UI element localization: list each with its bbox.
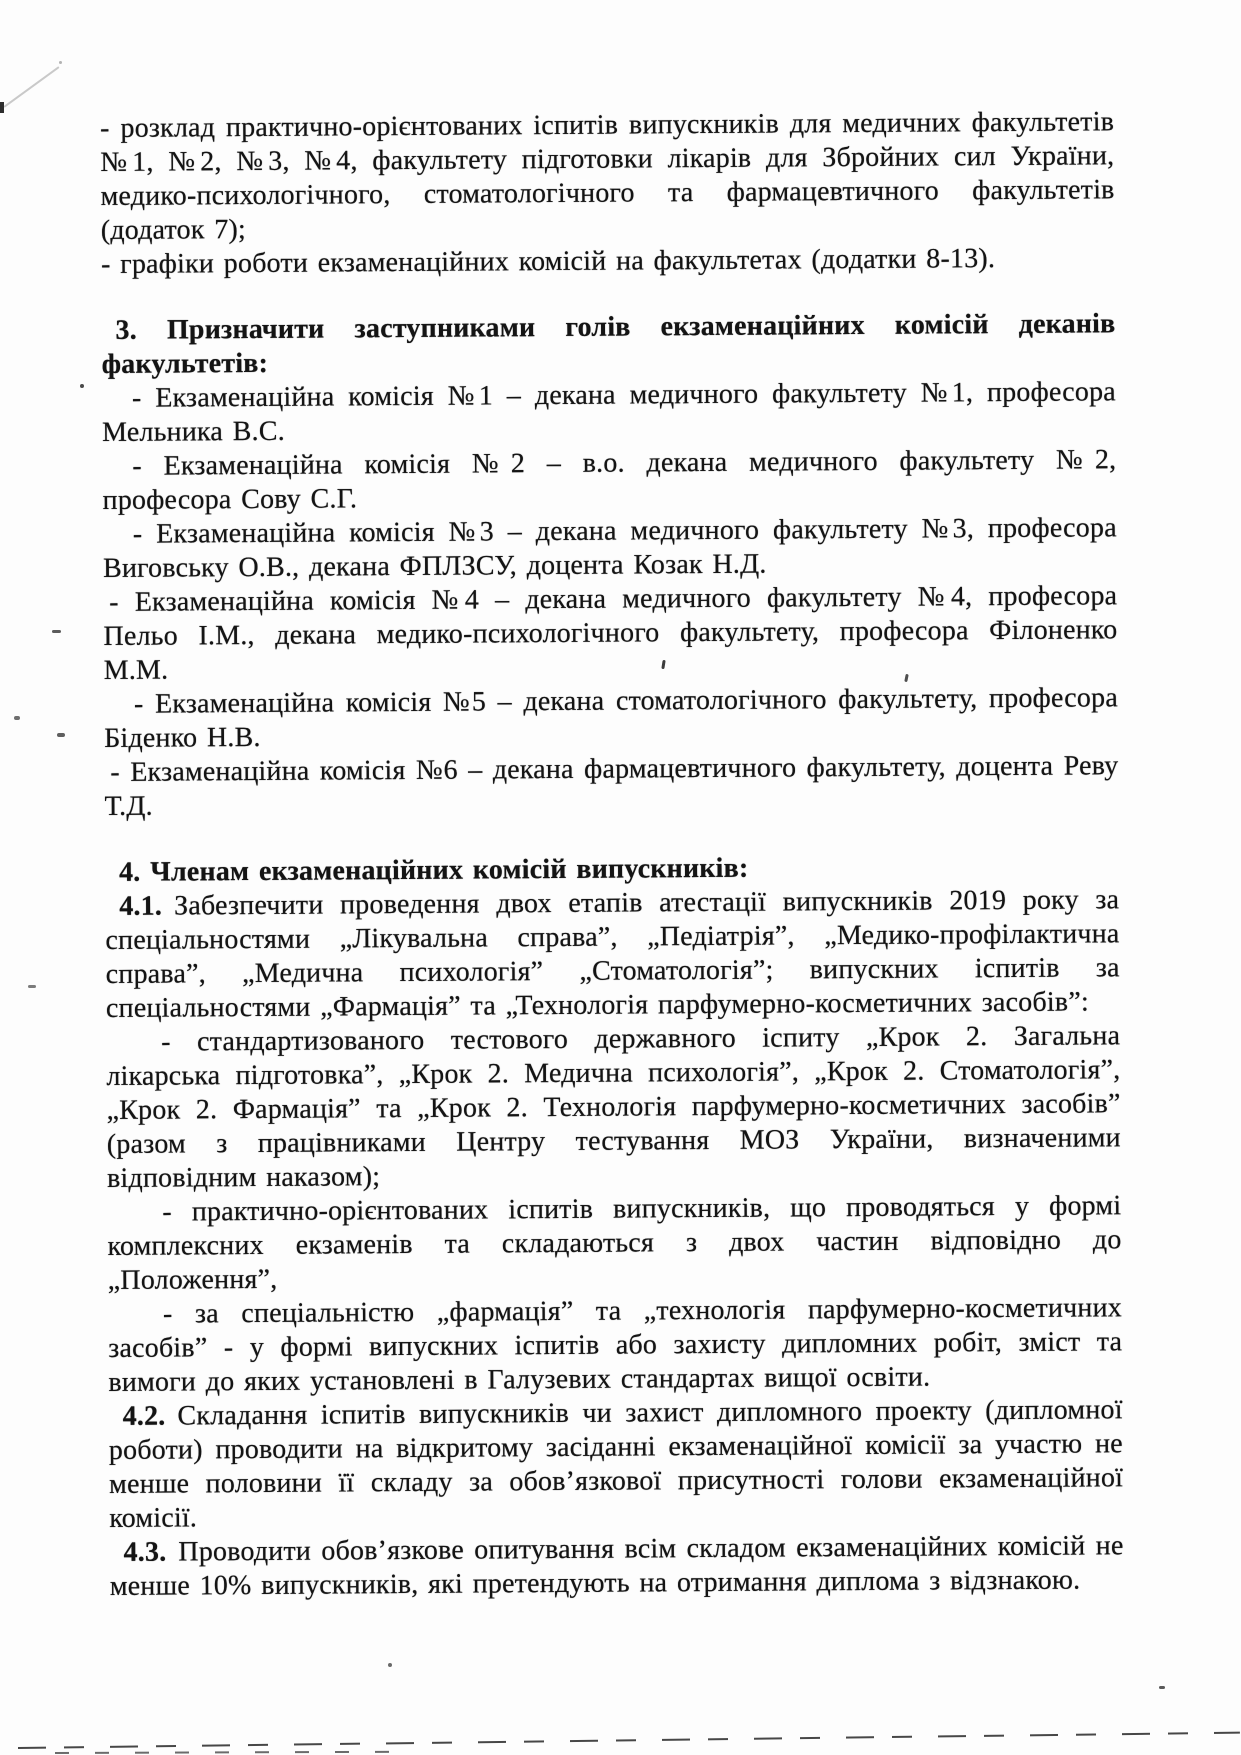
scan-speck	[59, 61, 62, 64]
scan-speck	[28, 985, 36, 988]
document-paragraph	[102, 375, 1116, 450]
paragraph-text: - Екзаменаційна комісія №5 – декана стоматологічного факультету, професора Біденко Н.В.	[104, 682, 1119, 754]
document-paragraph	[107, 1189, 1122, 1298]
document-paragraph	[100, 105, 1115, 248]
document-paragraph	[102, 443, 1116, 518]
page-edge-dashed-line-short	[55, 1751, 415, 1754]
scan-speck	[1159, 1686, 1165, 1689]
document-text-block	[100, 105, 1124, 1604]
document-paragraph	[101, 241, 1115, 282]
scan-speck	[388, 1663, 392, 1667]
clause-number: 4.1.	[119, 890, 163, 922]
paragraph-text: - Екзаменаційна комісія №4 – декана медичного факультету №4, професора Пельо І.М., декана медико-психологічного факультету, професора Філоненко М.М.	[103, 580, 1118, 686]
scan-edge-mark	[0, 102, 4, 113]
clause-number: 4.2.	[122, 1400, 166, 1432]
paragraph-text: - Екзаменаційна комісія №2 – в.о. декана медичного факультету №2, професора Сову С.Г.	[102, 444, 1117, 516]
paragraph-text: Проводити обов’язкове опитування всім складом екзаменаційних комісій не менше 10% випускників, які претендують на отримання диплома з відзнакою.	[109, 1530, 1124, 1602]
paragraph-text: 3. Призначити заступниками голів екзаменаційних комісій деканів факультетів:	[101, 308, 1116, 380]
document-paragraph	[103, 579, 1118, 688]
document-paragraph	[105, 883, 1120, 1026]
paragraph-text: Складання іспитів випускників чи захист дипломного проекту (дипломної роботи) проводити на відкритому засіданні екзаменаційної комісії за участю не менше половини її складу за обов’язкової присутності голови екзаменаційної комісії.	[108, 1394, 1124, 1534]
document-paragraph	[109, 1529, 1123, 1604]
document-paragraph	[109, 1393, 1124, 1536]
document-paragraph	[106, 1019, 1121, 1196]
scan-speck	[80, 384, 84, 388]
paragraph-text: - Екзаменаційна комісія №1 – декана медичного факультету №1, професора Мельника В.С.	[102, 376, 1116, 448]
scan-speck	[14, 716, 20, 720]
paragraph-text: - Екзаменаційна комісія №6 – декана фармацевтичного факультету, доцента Реву Т.Д.	[104, 750, 1119, 822]
document-paragraph	[101, 307, 1115, 382]
document-paragraph	[108, 1291, 1123, 1400]
document-paragraph	[104, 681, 1118, 756]
document-paragraph	[103, 511, 1117, 586]
paragraph-text: - розклад практично-орієнтованих іспитів випускників для медичних факультетів №1, №2, №3, №4, факультету підготовки лікарів для Збройних сил України, медико-психологічного, стоматологічного та фармацевтичного факультетів (додаток 7);	[100, 106, 1115, 246]
scan-smudge	[3, 66, 59, 108]
paragraph-text: - практично-орієнтованих іспитів випускників, що проводяться у формі комплексних екзаменів та складаються з двох частин відповідно до „Положення”,	[107, 1190, 1122, 1296]
scan-speck	[57, 733, 65, 737]
clause-number: 4.3.	[123, 1536, 167, 1568]
document-paragraph	[104, 749, 1118, 824]
page-edge-dashed-line	[18, 1732, 1240, 1749]
paragraph-text: - стандартизованого тестового державного іспиту „Крок 2. Загальна лікарська підготовка”, „Крок 2. Медична психологія”, „Крок 2. Стоматологія”, „Крок 2. Фармація” та „Крок 2. Технологія парфумерно-косметичних засобів” (разом з працівниками Центру тестування МОЗ України, визначеними відповідним наказом);	[106, 1020, 1121, 1194]
paragraph-text: Забезпечити проведення двох етапів атестації випускників 2019 року за спеціальностями „Лікувальна справа”, „Педіатрія”, „Медико-профілактична справа”, „Медична психологія” „Стоматологія”; випускних іспитів за спеціальностями „Фармація” та „Технологія парфумерно-косметичних засобів”:	[105, 884, 1120, 1024]
paragraph-text: - графіки роботи екзаменаційних комісій на факультетах (додатки 8-13).	[100, 243, 996, 280]
paragraph-text: - Екзаменаційна комісія №3 – декана медичного факультету №3, професора Виговську О.В., декана ФПЛЗСУ, доцента Козак Н.Д.	[102, 512, 1117, 584]
paragraph-text: 4. Членам екзаменаційних комісій випускників:	[118, 852, 749, 888]
scan-speck	[52, 630, 61, 633]
paragraph-text: - за спеціальністю „фармація” та „технологія парфумерно-косметичних засобів” - у формі випускних іспитів або захисту дипломних робіт, зміст та вимоги до яких установлені в Галузевих стандартах вищої освіти.	[108, 1292, 1123, 1398]
